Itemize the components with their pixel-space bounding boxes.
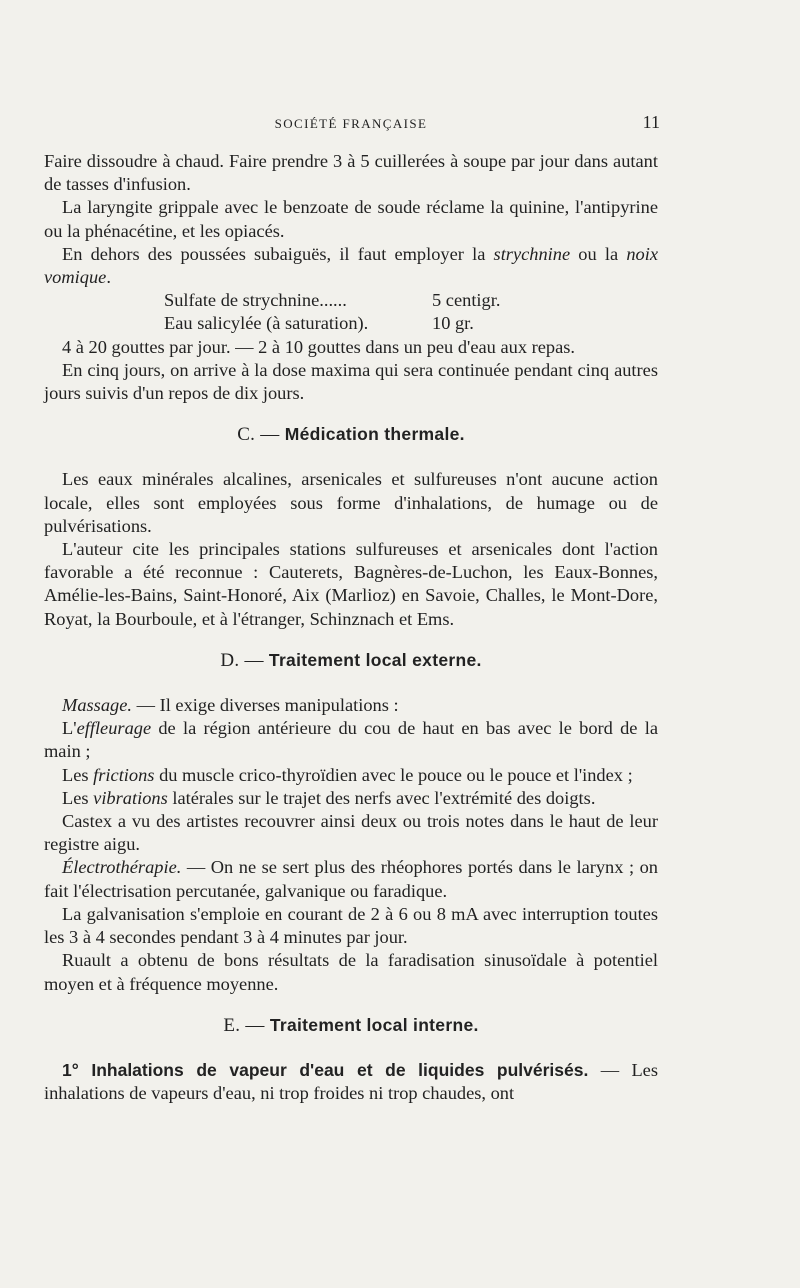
paragraph: La laryngite grippale avec le benzoate de soude réclame la quinine, l'antipyrine ou la phénacétine, et les opiacés. bbox=[44, 197, 658, 241]
paragraph: Ruault a obtenu de bons résultats de la faradisation sinusoïdale à potentiel moyen et à fréquence moyenne. bbox=[44, 950, 658, 994]
section-title: Traitement local externe. bbox=[268, 649, 482, 670]
section-title: Médication thermale. bbox=[284, 424, 465, 445]
italic-term: Électrothérapie. bbox=[62, 857, 182, 878]
italic-term: Massage. bbox=[62, 695, 132, 716]
paragraph bbox=[44, 856, 658, 902]
formula-ingredient: Eau salicylée (à saturation). bbox=[164, 313, 369, 334]
section-letter: C. — bbox=[237, 424, 280, 446]
italic-term: effleurage bbox=[76, 718, 152, 739]
section-letter: D. — bbox=[220, 649, 264, 671]
text-run: latérales sur le trajet des nerfs avec l'extrémité des doigts. bbox=[167, 787, 596, 808]
text-run: ou la bbox=[570, 243, 627, 264]
paragraph: Les eaux minérales alcalines, arsenicales et sulfureuses n'ont aucune action locale, elles sont employées sous forme d'inhalations, de humage ou de pulvérisations. bbox=[44, 469, 658, 536]
page-body bbox=[44, 150, 658, 1105]
section-heading-c bbox=[44, 423, 658, 446]
paragraph bbox=[44, 1059, 658, 1105]
formula-ingredient: Sulfate de strychnine...... bbox=[164, 290, 347, 311]
paragraph: En cinq jours, on arrive à la dose maxima qui sera continuée pendant cinq autres jours suivis d'un repos de dix jours. bbox=[44, 359, 658, 404]
italic-term: frictions bbox=[93, 764, 155, 785]
paragraph bbox=[44, 717, 658, 763]
paragraph: La galvanisation s'emploie en courant de 2 à 6 ou 8 mA avec interruption toutes les 3 à 4 secondes pendant 3 à 4 minutes par jour. bbox=[44, 903, 658, 948]
text-run: L' bbox=[62, 718, 77, 739]
formula-quantity: 5 centigr. bbox=[432, 290, 501, 311]
text-run: — Il exige diverses manipulations : bbox=[131, 695, 399, 716]
italic-term: vibrations bbox=[93, 787, 168, 808]
run-in-heading: 1° Inhalations de vapeur d'eau et de liquides pulvérisés. bbox=[62, 1059, 589, 1080]
section-title: Traitement local interne. bbox=[269, 1014, 479, 1035]
text-run: du muscle crico-thyroïdien avec le pouce ou le pouce et l'index ; bbox=[154, 764, 633, 785]
prescription-formula bbox=[44, 289, 658, 335]
formula-row bbox=[164, 289, 658, 312]
formula-row bbox=[164, 312, 658, 335]
running-title: SOCIÉTÉ FRANÇAISE bbox=[274, 116, 428, 131]
text-run: Les bbox=[62, 764, 94, 785]
text-run: . bbox=[106, 267, 111, 288]
italic-term: noix vomique bbox=[44, 243, 658, 288]
page-number: 11 bbox=[642, 112, 660, 132]
text-run: de la région antérieure du cou de haut en bas avec le bord de la main ; bbox=[44, 718, 658, 762]
formula-quantity: 10 gr. bbox=[432, 313, 474, 334]
section-letter: E. — bbox=[223, 1014, 265, 1036]
text-run: — Les inhalations de vapeurs d'eau, ni trop froides ni trop chaudes, ont bbox=[44, 1059, 658, 1104]
text-run: Les bbox=[62, 787, 94, 808]
paragraph bbox=[44, 694, 658, 717]
paragraph: Castex a vu des artistes recouvrer ainsi deux ou trois notes dans le haut de leur registre aigu. bbox=[44, 811, 658, 855]
italic-term: strychnine bbox=[493, 243, 571, 264]
paragraph: L'auteur cite les principales stations sulfureuses et arsenicales dont l'action favorable a été reconnue : Cauterets, Bagnères-de-Luchon, les Eaux-Bonnes, Amélie-les-Bains, Saint-Honoré, Aix (Marlioz) en Savoie, Challes, le Mont-Dore, Royat, la Bourboule, et à l'étranger, Schinznach et Ems. bbox=[44, 539, 658, 629]
text-run: — On ne se sert plus des rhéophores portés dans le larynx ; on fait l'électrisation percutanée, galvanique ou faradique. bbox=[44, 857, 658, 901]
running-header bbox=[44, 112, 658, 136]
text-run: En dehors des poussées subaiguës, il faut employer la bbox=[62, 243, 494, 264]
section-heading-d bbox=[44, 649, 658, 672]
paragraph bbox=[44, 243, 658, 289]
paragraph: 4 à 20 gouttes par jour. — 2 à 10 gouttes dans un peu d'eau aux repas. bbox=[62, 336, 576, 357]
paragraph bbox=[44, 787, 658, 810]
paragraph bbox=[44, 764, 658, 787]
paragraph: Faire dissoudre à chaud. Faire prendre 3 à 5 cuillerées à soupe par jour dans autant de tasses d'infusion. bbox=[44, 151, 658, 195]
section-heading-e bbox=[44, 1014, 658, 1037]
